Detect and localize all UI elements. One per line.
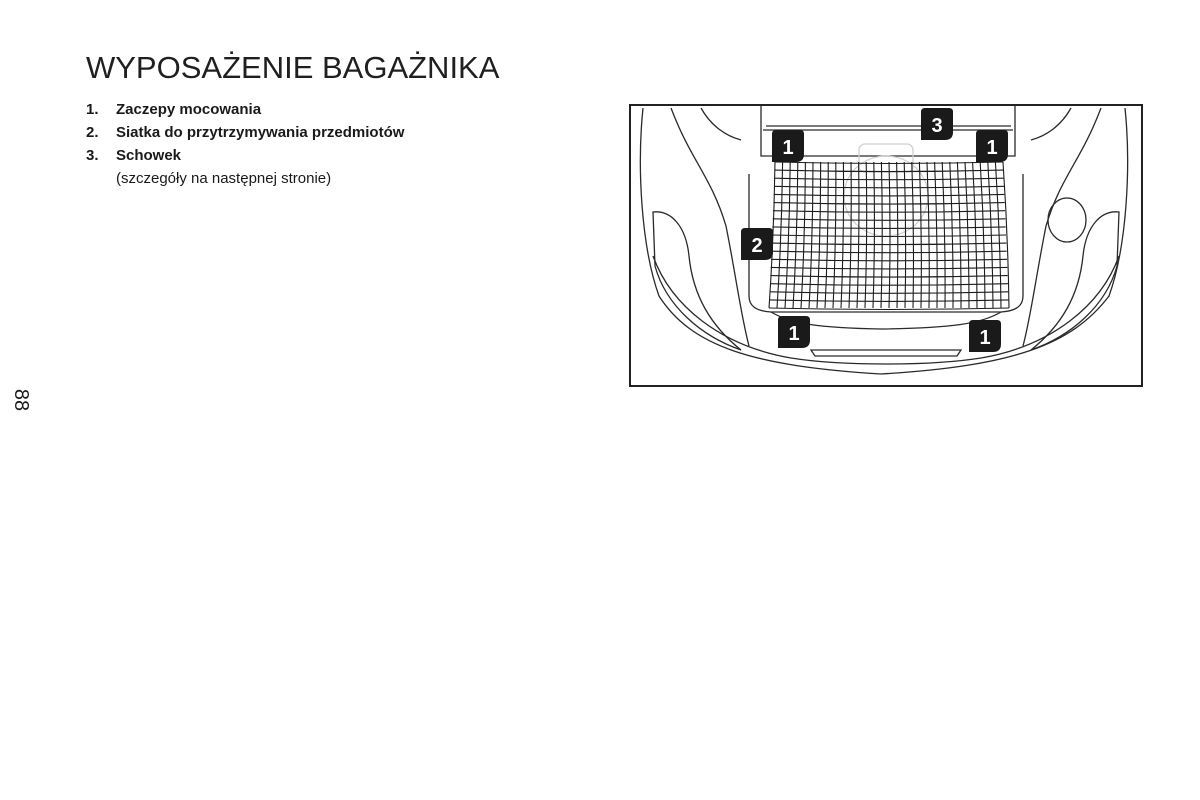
item-label: Siatka do przytrzymywania przedmiotów <box>116 124 405 141</box>
net-strand <box>772 227 1005 229</box>
net-strand <box>973 162 977 308</box>
item-number: 2. <box>86 124 99 141</box>
storage-callout-number: 3 <box>931 115 943 137</box>
item-number: 1. <box>86 101 99 118</box>
net-strand <box>833 162 836 308</box>
net-strand <box>773 211 1005 213</box>
net-strand <box>770 276 1007 278</box>
net-strand <box>927 162 929 308</box>
anchor-callout-number: 1 <box>979 327 991 349</box>
net-strand <box>773 203 1004 205</box>
net-strand <box>771 251 1006 253</box>
net-strand <box>950 162 953 308</box>
net-callout <box>741 228 773 260</box>
page-number: 88 <box>10 388 32 412</box>
net-strand <box>889 162 890 308</box>
net-strand <box>801 162 805 308</box>
net-strand <box>904 162 905 308</box>
net-strand <box>841 162 844 308</box>
item-number: 3. <box>86 147 99 164</box>
net-strand <box>771 259 1007 261</box>
car-body-outline <box>640 106 1127 374</box>
trunk-drawing <box>631 106 1141 385</box>
net-strand <box>942 162 945 308</box>
net-strand <box>849 162 851 308</box>
net-callout-number: 2 <box>751 235 763 257</box>
net-strand <box>774 186 1004 188</box>
net-strand <box>817 162 821 308</box>
net-strand <box>935 162 938 308</box>
net-strand <box>825 162 828 308</box>
net-strand <box>919 162 921 308</box>
net-strand <box>857 162 859 308</box>
list-item <box>86 121 404 144</box>
net-strand <box>774 194 1005 196</box>
net-strand <box>881 162 882 308</box>
net-strand <box>957 162 961 308</box>
item-label: Zaczepy mocowania <box>116 101 262 118</box>
anchor-callout-top-left <box>772 130 804 162</box>
anchor-callout-number: 1 <box>782 137 794 159</box>
storage-callout <box>921 108 953 140</box>
net-strand <box>965 162 969 308</box>
anchor-callout-bottom-left <box>778 316 810 348</box>
net-strand <box>865 162 867 308</box>
item-label: Schowek <box>116 147 182 164</box>
item-note: (szczegóły na następnej stronie) <box>116 170 332 187</box>
list-item <box>86 98 404 121</box>
anchor-callout-bottom-right <box>969 320 1001 352</box>
anchor-callout-number: 1 <box>986 137 998 159</box>
trunk-illustration <box>629 104 1143 387</box>
net-strand <box>769 308 1009 310</box>
net-strand <box>809 162 813 308</box>
page-title: WYPOSAŻENIE BAGAŻNIKA <box>86 50 500 85</box>
anchor-callout-top-right <box>976 130 1008 162</box>
item-list <box>86 98 404 167</box>
net-strand <box>772 243 1007 245</box>
net-strand <box>912 162 914 308</box>
net-strand <box>773 219 1006 221</box>
anchor-callout-number: 1 <box>788 323 800 345</box>
list-item <box>86 144 404 167</box>
net-strand <box>771 267 1008 269</box>
